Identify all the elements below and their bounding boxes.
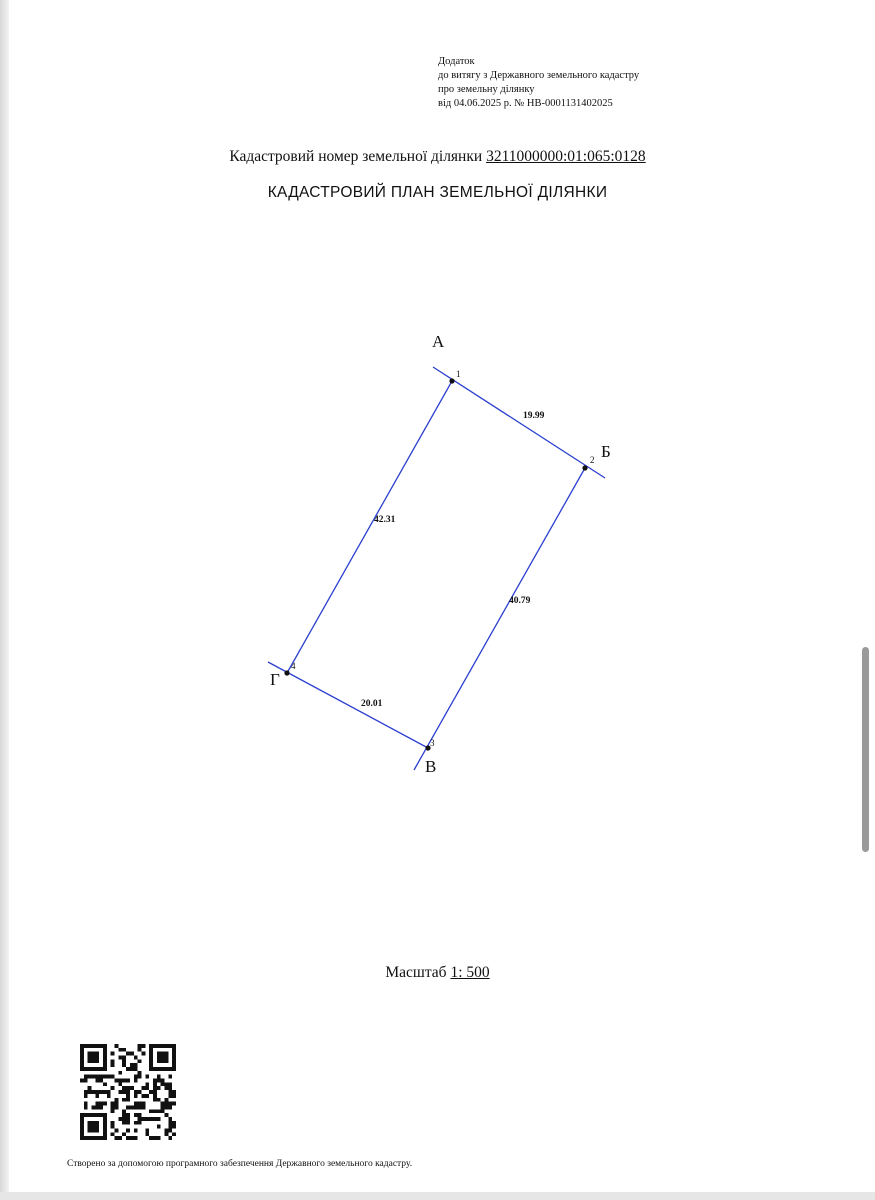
addendum-line: про земельну ділянку — [438, 84, 535, 95]
addendum-line: до витягу з Державного земельного кадастру — [438, 70, 640, 81]
scale-value: 1: 500 — [450, 964, 490, 981]
edge-length-2-3: 40.79 — [509, 596, 531, 606]
vertex-point-1 — [449, 378, 454, 383]
vertex-point-4 — [284, 670, 289, 675]
vertex-letter-a: А — [432, 332, 445, 351]
boundary-line-1-2 — [433, 367, 605, 478]
scale-line — [0, 964, 875, 982]
vertex-number-1: 1 — [456, 369, 461, 379]
vertex-letter-v: В — [425, 757, 437, 776]
addendum-line: від 04.06.2025 р. № НВ-0001131402025 — [438, 98, 613, 109]
edge-length-3-4: 20.01 — [361, 699, 383, 709]
qr-code-icon — [80, 1044, 176, 1140]
addendum-line: Додаток — [438, 56, 475, 67]
scale-label: Масштаб — [385, 964, 447, 981]
boundary-line-2-3 — [414, 468, 585, 770]
vertex-number-2: 2 — [590, 455, 595, 465]
vertex-number-3: 3 — [430, 738, 435, 748]
cadastral-number: 3211000000:01:065:0128 — [486, 148, 646, 165]
cadastral-number-label: Кадастровий номер земельної ділянки — [229, 148, 483, 165]
vertex-letter-g: Г — [270, 670, 280, 689]
footer-note: Створено за допомогою програмного забезпечення Державного земельного кадастру. — [67, 1159, 413, 1169]
vertex-letter-b: Б — [601, 442, 611, 461]
edge-length-1-2: 19.99 — [523, 411, 545, 421]
boundary-line-4-1 — [287, 381, 452, 673]
plan-title: КАДАСТРОВИЙ ПЛАН ЗЕМЕЛЬНОЇ ДІЛЯНКИ — [267, 184, 608, 201]
vertex-point-2 — [582, 465, 587, 470]
edge-length-4-1: 42.31 — [374, 515, 396, 525]
vertex-number-4: 4 — [291, 661, 296, 671]
boundary-line-3-4 — [268, 662, 428, 748]
